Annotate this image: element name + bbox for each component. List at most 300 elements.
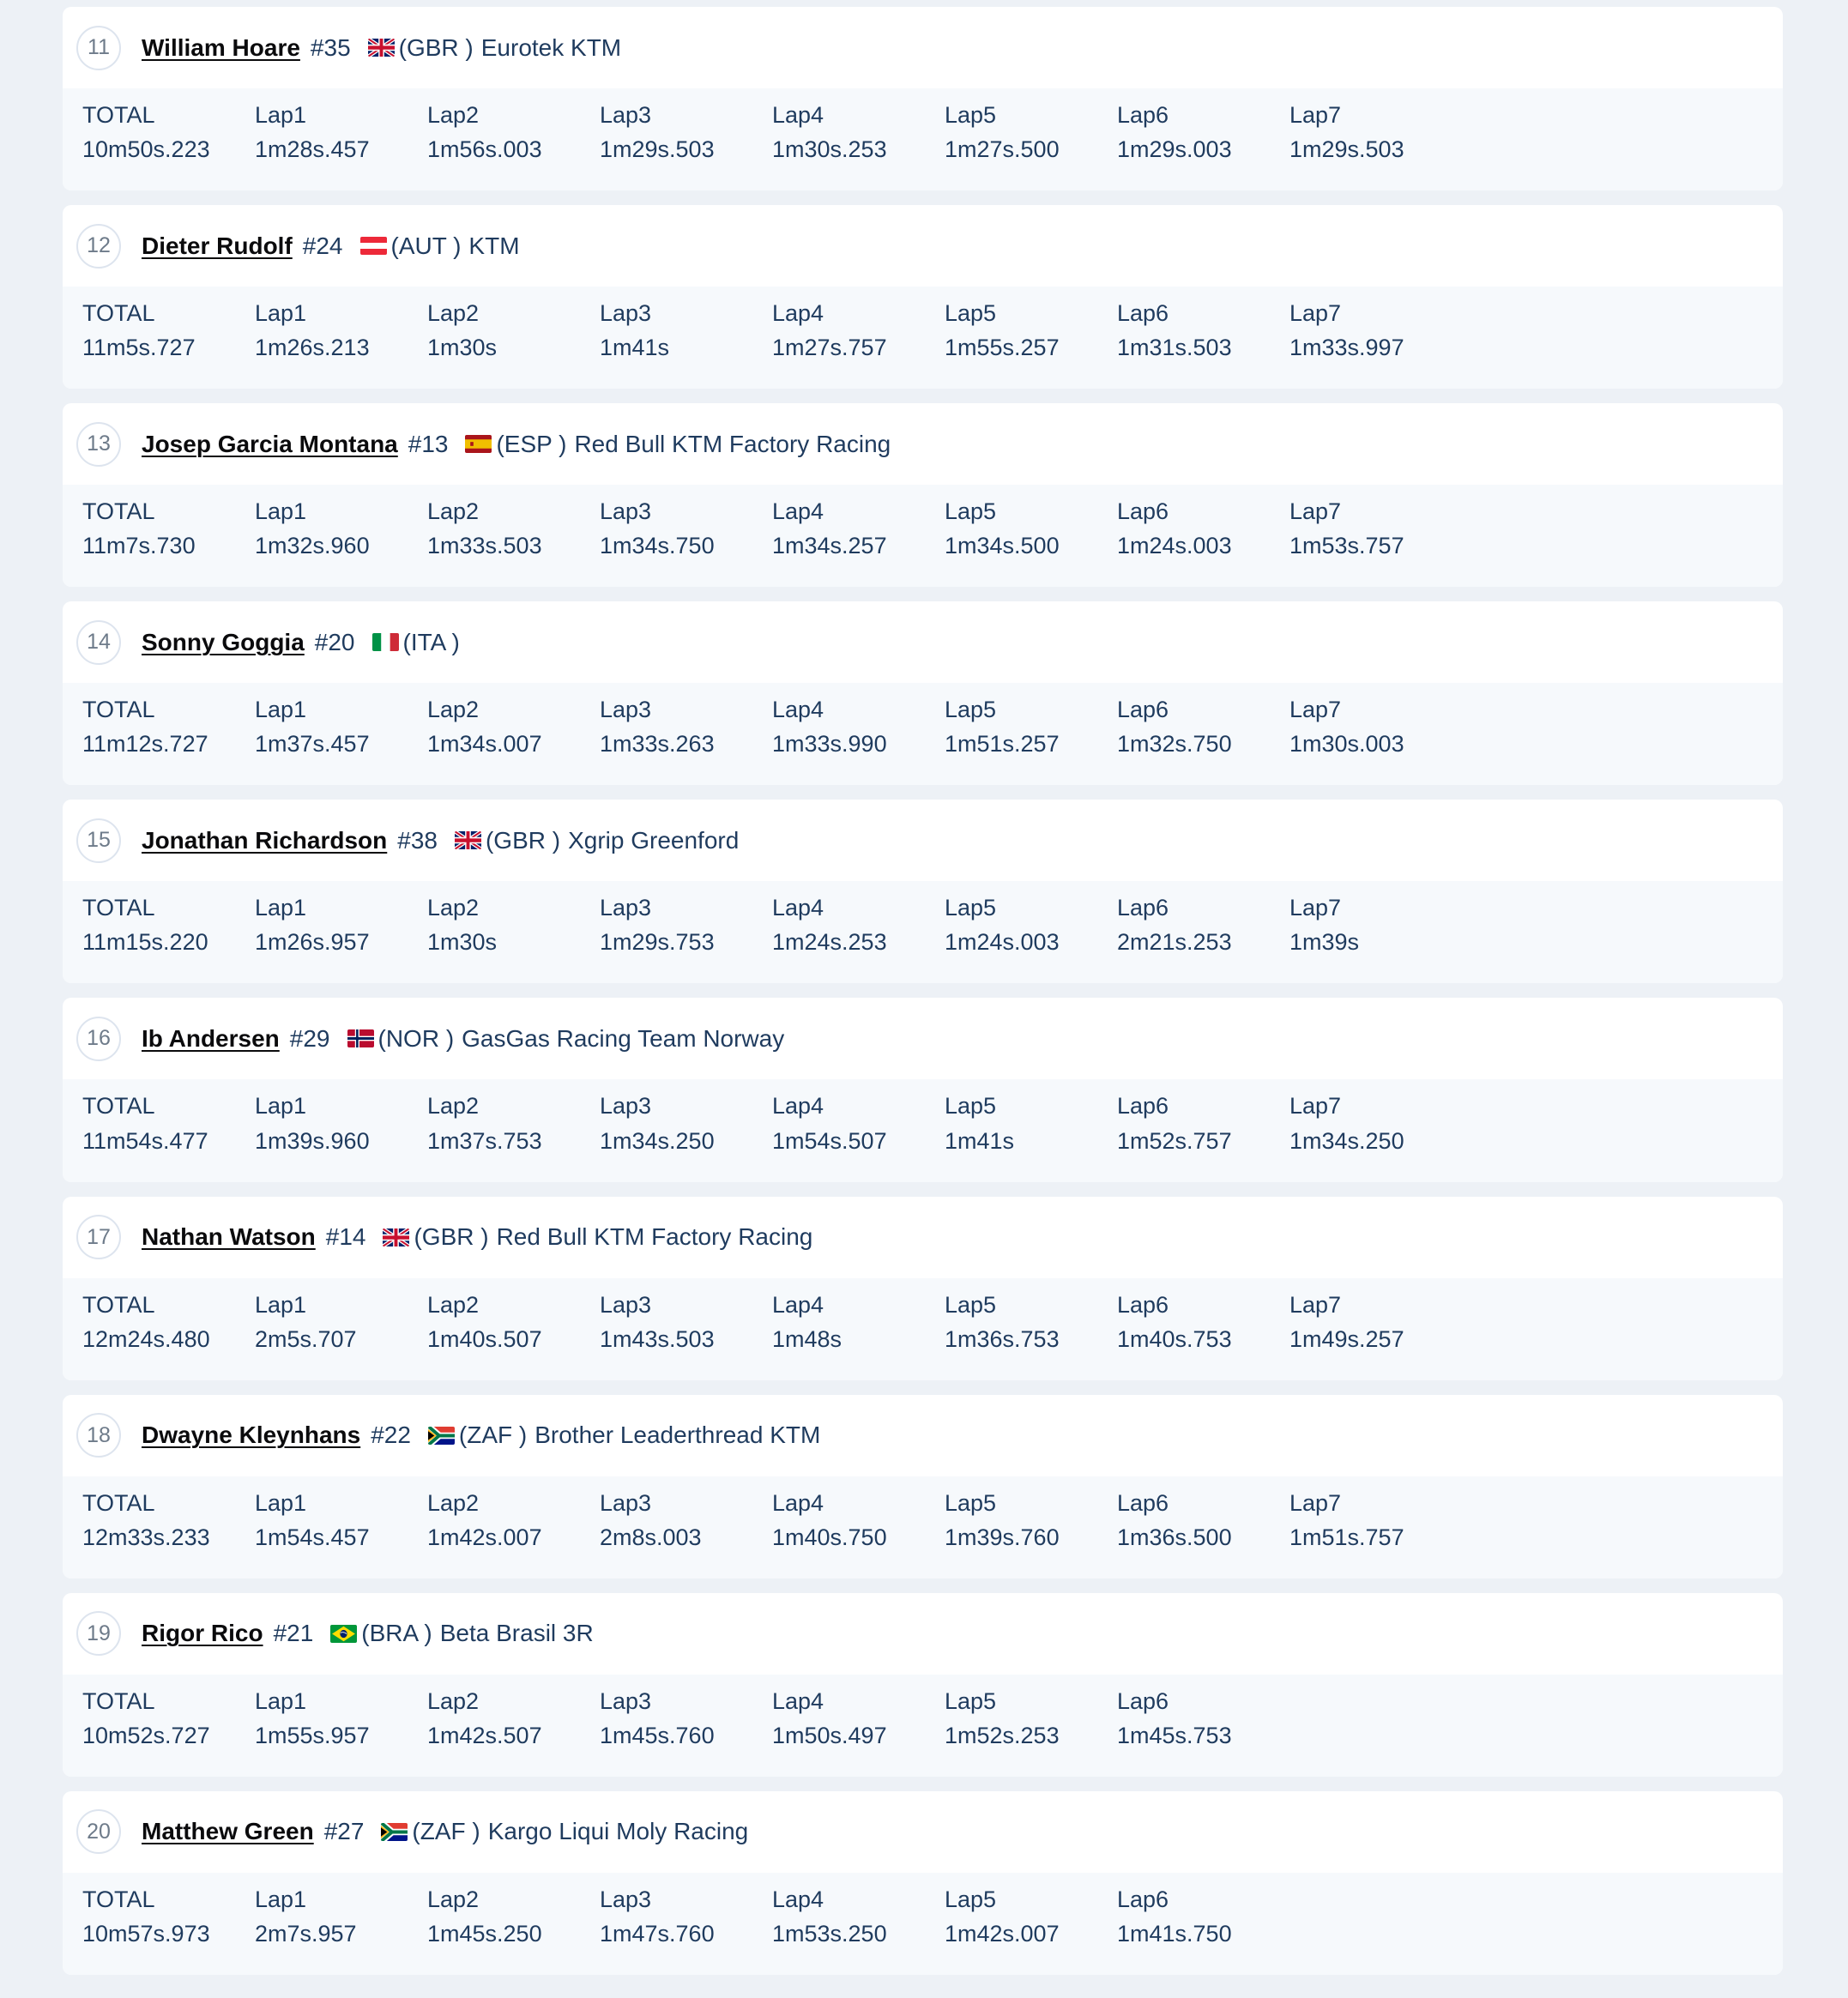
lap-value: 1m40s.507 [427, 1325, 542, 1352]
lap-column [600, 697, 772, 758]
lap-value: 11m54s.477 [82, 1127, 208, 1154]
lap-column [255, 697, 427, 758]
lap-label: TOTAL [82, 895, 155, 921]
lap-value: 12m24s.480 [82, 1325, 210, 1352]
lap-value: 1m26s.213 [255, 335, 370, 361]
lap-column [1289, 697, 1462, 758]
lap-label: TOTAL [82, 498, 155, 525]
lap-label: Lap3 [600, 895, 652, 921]
lap-label: TOTAL [82, 1093, 155, 1120]
lap-label: Lap2 [427, 697, 480, 723]
result-card [63, 1197, 1783, 1380]
lap-column [255, 895, 427, 956]
position-badge [76, 26, 121, 70]
lap-column [600, 895, 772, 956]
lap-times-row [63, 1873, 1783, 1975]
lap-column [82, 300, 255, 361]
lap-label: Lap1 [255, 1489, 307, 1516]
lap-column [772, 1093, 945, 1154]
rider-name-link[interactable]: Matthew Green [142, 1818, 314, 1845]
lap-label: Lap5 [945, 498, 997, 525]
lap-label: Lap1 [255, 1093, 307, 1120]
lap-value: 2m7s.957 [255, 1920, 357, 1947]
lap-column [1289, 300, 1462, 361]
flag-icon-aut [360, 237, 387, 255]
lap-value: 1m24s.003 [945, 929, 1060, 956]
lap-value: 1m26s.957 [255, 929, 370, 956]
lap-column [255, 1688, 427, 1749]
rider-name-link[interactable]: William Hoare [142, 33, 300, 61]
lap-label: TOTAL [82, 1291, 155, 1318]
lap-label: Lap6 [1117, 697, 1169, 723]
lap-value: 1m40s.753 [1117, 1325, 1232, 1352]
lap-column [772, 1886, 945, 1947]
lap-label: TOTAL [82, 697, 155, 723]
lap-column [427, 300, 600, 361]
flag-icon-gbr [383, 1228, 409, 1246]
lap-column [1289, 498, 1462, 559]
lap-label: Lap7 [1289, 498, 1342, 525]
rider-number: #14 [325, 1223, 366, 1251]
lap-value: 1m42s.007 [427, 1524, 542, 1550]
lap-column [945, 895, 1117, 956]
rider-number: #20 [314, 628, 355, 655]
lap-value: 2m8s.003 [600, 1524, 702, 1550]
rider-number: #35 [310, 33, 351, 61]
lap-column [427, 697, 600, 758]
lap-column [772, 1292, 945, 1353]
lap-value: 1m53s.757 [1289, 533, 1404, 559]
position-number: 16 [87, 1026, 111, 1051]
lap-label: Lap1 [255, 1291, 307, 1318]
lap-value: 1m39s [1289, 929, 1360, 956]
lap-value: 1m45s.753 [1117, 1722, 1232, 1748]
position-badge [76, 818, 121, 863]
lap-value: 1m42s.007 [945, 1920, 1060, 1947]
lap-label: Lap6 [1117, 895, 1169, 921]
lap-column [1289, 102, 1462, 163]
lap-label: Lap3 [600, 697, 652, 723]
lap-value: 1m51s.257 [945, 731, 1060, 758]
lap-value: 1m34s.250 [600, 1127, 715, 1154]
lap-column [600, 1292, 772, 1353]
lap-column [1117, 1292, 1289, 1353]
lap-label: Lap7 [1289, 1489, 1342, 1516]
lap-label: Lap4 [772, 1291, 824, 1318]
lap-column [82, 102, 255, 163]
flag-icon-zaf [381, 1823, 408, 1841]
lap-column [600, 1886, 772, 1947]
rider-number: #22 [371, 1422, 411, 1449]
lap-label: Lap3 [600, 1489, 652, 1516]
rider-header [63, 800, 1783, 881]
rider-number: #27 [323, 1818, 365, 1845]
rider-name-link[interactable]: Sonny Goggia [142, 628, 305, 655]
lap-value: 1m37s.753 [427, 1127, 542, 1154]
lap-label: TOTAL [82, 1886, 155, 1912]
lap-value: 1m28s.457 [255, 136, 370, 163]
lap-label: Lap1 [255, 1687, 307, 1714]
lap-value: 1m30s.003 [1289, 731, 1404, 758]
lap-column [427, 895, 600, 956]
lap-column [772, 300, 945, 361]
lap-times-row [63, 1675, 1783, 1777]
position-number: 20 [87, 1819, 111, 1844]
position-number: 11 [88, 35, 110, 59]
lap-label: Lap7 [1289, 895, 1342, 921]
lap-label: Lap3 [600, 1291, 652, 1318]
lap-column [1117, 498, 1289, 559]
lap-value: 1m52s.253 [945, 1722, 1060, 1748]
lap-label: Lap6 [1117, 102, 1169, 128]
lap-value: 2m21s.253 [1117, 929, 1232, 956]
rider-header [63, 1395, 1783, 1476]
lap-label: Lap6 [1117, 1886, 1169, 1912]
lap-label: Lap4 [772, 1886, 824, 1912]
lap-column [1117, 1688, 1289, 1749]
lap-column [82, 1093, 255, 1154]
lap-value: 1m34s.007 [427, 731, 542, 758]
lap-value: 1m29s.753 [600, 929, 715, 956]
rider-name-link[interactable]: Ib Andersen [142, 1024, 280, 1052]
lap-value: 11m7s.730 [82, 533, 196, 559]
country-code: (NOR ) [377, 1024, 455, 1052]
lap-column [255, 300, 427, 361]
lap-label: Lap4 [772, 895, 824, 921]
rider-header [63, 998, 1783, 1079]
lap-column [1117, 102, 1289, 163]
lap-label: Lap3 [600, 1886, 652, 1912]
lap-column [945, 300, 1117, 361]
lap-label: Lap2 [427, 102, 480, 128]
country-code: (AUT ) [390, 232, 462, 259]
lap-column [1117, 300, 1289, 361]
rider-header [63, 601, 1783, 683]
lap-value: 1m30s [427, 335, 498, 361]
lap-column [600, 1490, 772, 1551]
position-badge [76, 224, 121, 269]
lap-value: 1m40s.750 [772, 1524, 887, 1550]
rider-number: #24 [302, 232, 343, 259]
lap-label: Lap2 [427, 1886, 480, 1912]
lap-label: Lap4 [772, 697, 824, 723]
lap-column [945, 1093, 1117, 1154]
lap-value: 1m36s.753 [945, 1325, 1060, 1352]
rider-name-link[interactable]: Jonathan Richardson [142, 826, 388, 854]
lap-column [945, 1886, 1117, 1947]
lap-label: Lap2 [427, 1489, 480, 1516]
lap-column [82, 1490, 255, 1551]
country-code: (GBR ) [485, 826, 561, 854]
lap-label: Lap4 [772, 1687, 824, 1714]
lap-value: 1m29s.503 [600, 136, 715, 163]
lap-value: 1m33s.503 [427, 533, 542, 559]
rider-header [63, 403, 1783, 485]
rider-name-link[interactable]: Rigor Rico [142, 1620, 263, 1647]
team-name: Xgrip Greenford [568, 826, 740, 854]
lap-value: 1m37s.457 [255, 731, 370, 758]
rider-name-link[interactable]: Josep Garcia Montana [142, 430, 398, 457]
lap-column [945, 102, 1117, 163]
lap-label: Lap7 [1289, 697, 1342, 723]
lap-column [772, 102, 945, 163]
lap-column [255, 1886, 427, 1947]
lap-column [600, 1093, 772, 1154]
lap-label: Lap5 [945, 102, 997, 128]
lap-value: 1m29s.003 [1117, 136, 1232, 163]
lap-value: 1m54s.507 [772, 1127, 887, 1154]
lap-value: 1m45s.250 [427, 1920, 542, 1947]
position-number: 19 [87, 1621, 111, 1645]
lap-column [255, 498, 427, 559]
result-card [63, 7, 1783, 190]
lap-value: 1m33s.997 [1289, 335, 1404, 361]
lap-label: TOTAL [82, 1489, 155, 1516]
lap-label: Lap6 [1117, 1291, 1169, 1318]
lap-label: Lap5 [945, 1489, 997, 1516]
lap-value: 1m36s.500 [1117, 1524, 1232, 1550]
lap-column [427, 102, 600, 163]
lap-column [1289, 895, 1462, 956]
lap-value: 1m53s.250 [772, 1920, 887, 1947]
team-name: Red Bull KTM Factory Racing [496, 1223, 813, 1251]
lap-column [82, 1886, 255, 1947]
lap-column [82, 498, 255, 559]
lap-label: Lap5 [945, 1093, 997, 1120]
lap-times-row [63, 683, 1783, 785]
position-badge [76, 422, 121, 467]
lap-value: 1m48s [772, 1325, 842, 1352]
lap-column [772, 1490, 945, 1551]
lap-column [1117, 697, 1289, 758]
lap-column [427, 1688, 600, 1749]
result-card [63, 1395, 1783, 1578]
lap-value: 1m30s.253 [772, 136, 887, 163]
position-number: 15 [87, 828, 111, 853]
lap-column [1117, 895, 1289, 956]
lap-value: 1m31s.503 [1117, 335, 1232, 361]
lap-column [1289, 1292, 1462, 1353]
position-number: 18 [87, 1422, 111, 1447]
lap-label: Lap1 [255, 300, 307, 327]
lap-label: Lap6 [1117, 1489, 1169, 1516]
lap-label: TOTAL [82, 1687, 155, 1714]
rider-name-link[interactable]: Dwayne Kleynhans [142, 1422, 361, 1449]
lap-label: Lap7 [1289, 1093, 1342, 1120]
lap-label: Lap6 [1117, 1687, 1169, 1714]
lap-value: 1m34s.750 [600, 533, 715, 559]
lap-value: 1m39s.760 [945, 1524, 1060, 1550]
flag-icon-esp [465, 435, 492, 453]
lap-value: 1m30s [427, 929, 498, 956]
result-card [63, 800, 1783, 983]
lap-column [945, 1292, 1117, 1353]
lap-column [427, 498, 600, 559]
result-card [63, 1791, 1783, 1975]
lap-value: 2m5s.707 [255, 1325, 357, 1352]
lap-column [772, 498, 945, 559]
lap-label: Lap3 [600, 1687, 652, 1714]
lap-value: 1m55s.957 [255, 1722, 370, 1748]
lap-label: Lap4 [772, 102, 824, 128]
lap-label: Lap6 [1117, 498, 1169, 525]
rider-header [63, 1593, 1783, 1675]
flag-icon-gbr [455, 831, 481, 849]
lap-times-row [63, 1476, 1783, 1578]
lap-column [82, 1292, 255, 1353]
lap-column [255, 1093, 427, 1154]
lap-label: Lap5 [945, 895, 997, 921]
results-list [63, 7, 1783, 1975]
lap-value: 1m39s.960 [255, 1127, 370, 1154]
lap-value: 1m27s.757 [772, 335, 887, 361]
lap-times-row [63, 88, 1783, 190]
position-badge [76, 1017, 121, 1061]
lap-column [255, 1292, 427, 1353]
lap-label: Lap5 [945, 697, 997, 723]
position-number: 12 [87, 233, 111, 258]
lap-value: 1m34s.500 [945, 533, 1060, 559]
lap-value: 10m57s.973 [82, 1920, 210, 1947]
lap-label: Lap7 [1289, 1291, 1342, 1318]
lap-label: Lap5 [945, 300, 997, 327]
result-card [63, 205, 1783, 389]
lap-value: 1m56s.003 [427, 136, 542, 163]
team-name: Brother Leaderthread KTM [534, 1422, 821, 1449]
lap-value: 1m49s.257 [1289, 1325, 1404, 1352]
lap-label: Lap2 [427, 498, 480, 525]
lap-column [255, 1490, 427, 1551]
lap-label: Lap1 [255, 102, 307, 128]
team-name: GasGas Racing Team Norway [462, 1024, 785, 1052]
lap-value: 1m42s.507 [427, 1722, 542, 1748]
lap-label: Lap1 [255, 895, 307, 921]
lap-label: Lap5 [945, 1886, 997, 1912]
lap-value: 10m52s.727 [82, 1722, 210, 1748]
country-code: (ZAF ) [412, 1818, 480, 1845]
lap-value: 1m34s.257 [772, 533, 887, 559]
flag-icon-nor [347, 1029, 374, 1047]
lap-value: 1m27s.500 [945, 136, 1060, 163]
rider-header [63, 205, 1783, 287]
lap-value: 1m33s.990 [772, 731, 887, 758]
flag-icon-ita [372, 633, 399, 651]
position-badge [76, 1611, 121, 1656]
rider-number: #38 [397, 826, 438, 854]
flag-icon-zaf [428, 1427, 455, 1445]
lap-label: Lap1 [255, 498, 307, 525]
lap-value: 11m12s.727 [82, 731, 208, 758]
lap-column [945, 1688, 1117, 1749]
lap-column [1289, 1093, 1462, 1154]
lap-column [427, 1093, 600, 1154]
lap-value: 11m15s.220 [82, 929, 208, 956]
lap-label: Lap6 [1117, 1093, 1169, 1120]
result-card [63, 403, 1783, 587]
lap-column [600, 300, 772, 361]
lap-value: 1m32s.960 [255, 533, 370, 559]
position-badge [76, 1413, 121, 1458]
rider-number: #21 [273, 1620, 314, 1647]
country-code: (ZAF ) [458, 1422, 528, 1449]
lap-label: Lap4 [772, 300, 824, 327]
position-badge [76, 620, 121, 665]
lap-column [427, 1292, 600, 1353]
lap-label: Lap2 [427, 895, 480, 921]
lap-value: 1m45s.760 [600, 1722, 715, 1748]
lap-column [82, 895, 255, 956]
lap-label: Lap4 [772, 1489, 824, 1516]
country-code: (GBR ) [398, 33, 474, 61]
lap-column [945, 697, 1117, 758]
team-name: Kargo Liqui Moly Racing [487, 1818, 749, 1845]
lap-value: 1m29s.503 [1289, 136, 1404, 163]
lap-value: 1m52s.757 [1117, 1127, 1232, 1154]
lap-value: 10m50s.223 [82, 136, 210, 163]
position-number: 13 [87, 432, 111, 456]
lap-times-row [63, 485, 1783, 587]
lap-column [772, 697, 945, 758]
rider-name-link[interactable]: Dieter Rudolf [142, 232, 293, 259]
lap-label: Lap2 [427, 1687, 480, 1714]
rider-header [63, 1791, 1783, 1873]
lap-value: 1m41s.750 [1117, 1920, 1232, 1947]
lap-column [255, 102, 427, 163]
lap-value: 1m24s.003 [1117, 533, 1232, 559]
lap-value: 1m24s.253 [772, 929, 887, 956]
position-number: 14 [87, 630, 111, 655]
team-name: Red Bull KTM Factory Racing [574, 430, 891, 457]
lap-column [772, 895, 945, 956]
lap-label: Lap7 [1289, 102, 1342, 128]
rider-name-link[interactable]: Nathan Watson [142, 1223, 316, 1251]
lap-column [1117, 1093, 1289, 1154]
lap-times-row [63, 287, 1783, 389]
lap-value: 12m33s.233 [82, 1524, 210, 1550]
lap-label: Lap3 [600, 498, 652, 525]
team-name: Eurotek KTM [480, 33, 622, 61]
rider-header [63, 7, 1783, 88]
lap-label: Lap3 [600, 300, 652, 327]
lap-label: Lap1 [255, 697, 307, 723]
country-code: (ESP ) [496, 430, 567, 457]
flag-icon-bra [330, 1625, 357, 1643]
country-code: (ITA ) [402, 628, 460, 655]
lap-times-row [63, 1278, 1783, 1380]
country-code: (BRA ) [361, 1620, 432, 1647]
lap-value: 1m41s [600, 335, 670, 361]
lap-label: Lap2 [427, 300, 480, 327]
lap-column [600, 498, 772, 559]
position-badge [76, 1809, 121, 1854]
result-card [63, 601, 1783, 785]
lap-value: 1m50s.497 [772, 1722, 887, 1748]
lap-label: Lap5 [945, 1687, 997, 1714]
lap-label: Lap5 [945, 1291, 997, 1318]
lap-label: Lap2 [427, 1291, 480, 1318]
position-badge [76, 1215, 121, 1259]
lap-column [427, 1886, 600, 1947]
lap-column [600, 1688, 772, 1749]
lap-value: 1m54s.457 [255, 1524, 370, 1550]
lap-label: Lap4 [772, 498, 824, 525]
lap-column [945, 498, 1117, 559]
lap-column [1117, 1886, 1289, 1947]
rider-number: #29 [289, 1024, 330, 1052]
lap-label: TOTAL [82, 102, 155, 128]
result-card [63, 1593, 1783, 1777]
lap-label: Lap3 [600, 102, 652, 128]
